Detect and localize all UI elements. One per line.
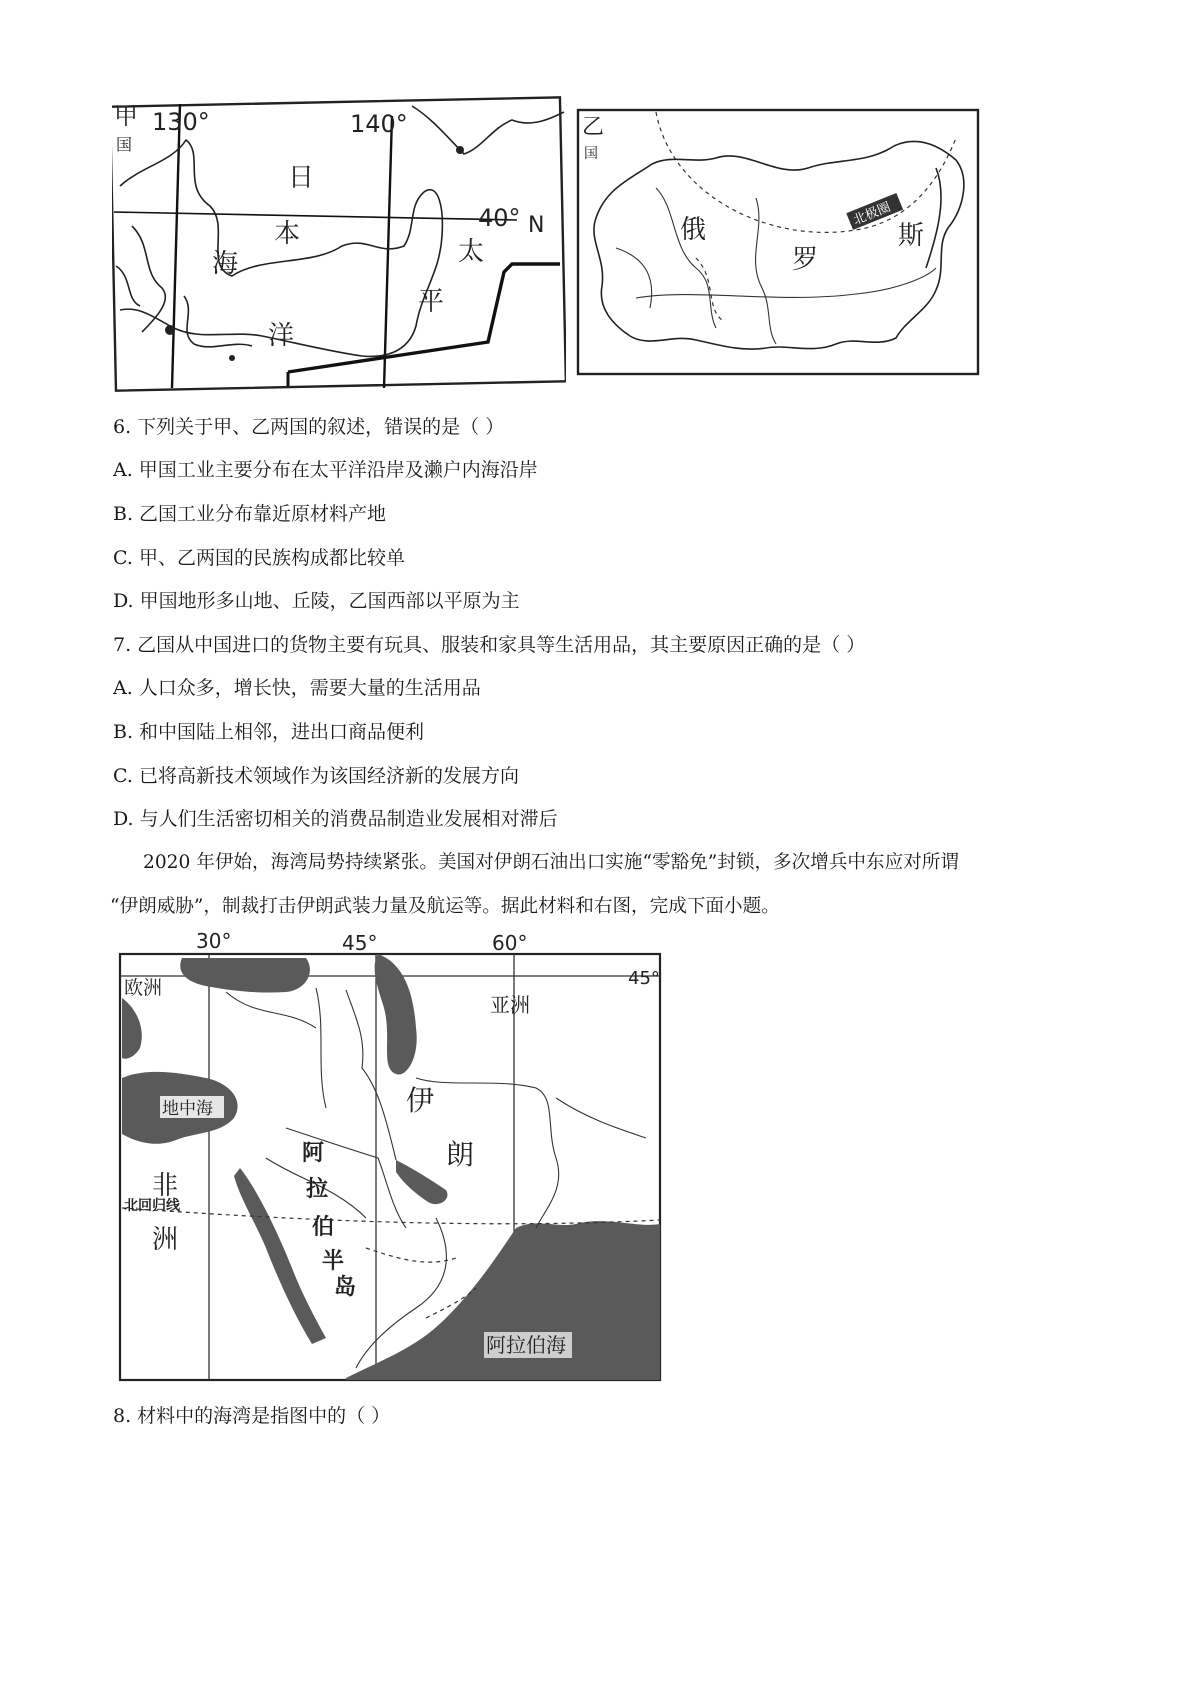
- q6-option-c: C. 甲、乙两国的民族构成都比较单: [113, 547, 405, 569]
- africa-char-1: 非: [152, 1171, 179, 1201]
- lon-140-label: 140°: [350, 110, 408, 138]
- sea-char-2: 本: [274, 219, 301, 249]
- q6-option-d: D. 甲国地形多山地、丘陵，乙国西部以平原为主: [113, 590, 520, 612]
- yi-country-char2: 国: [584, 146, 598, 162]
- arabia-char-3: 伯: [312, 1215, 335, 1240]
- lon-30-label: 30°: [196, 929, 232, 953]
- jia-country-char: 甲: [114, 102, 138, 130]
- russia-char-1: 俄: [680, 215, 707, 245]
- q7-option-d: D. 与人们生活密切相关的消费品制造业发展相对滞后: [113, 808, 558, 830]
- sea-char-1: 日: [288, 163, 315, 193]
- q7-option-b: B. 和中国陆上相邻，进出口商品便利: [113, 721, 425, 743]
- lon-45-label: 45°: [342, 931, 378, 955]
- ocean-char-1: 太: [458, 237, 485, 267]
- map-middle-east: [116, 928, 676, 1386]
- asia-label: 亚洲: [490, 993, 530, 1017]
- sea-char-3: 海: [212, 249, 239, 279]
- iran-char-2: 朗: [446, 1138, 475, 1171]
- q8-stem: 8. 材料中的海湾是指图中的（ ）: [113, 1405, 391, 1427]
- lat-40-label: 40°: [478, 204, 521, 232]
- q6-option-b: B. 乙国工业分布靠近原材料产地: [113, 503, 387, 525]
- europe-label: 欧洲: [124, 977, 163, 999]
- ocean-char-2: 平: [418, 287, 445, 317]
- lon-60-label: 60°: [492, 931, 528, 955]
- iran-char-1: 伊: [406, 1084, 435, 1117]
- q7-stem: 7. 乙国从中国进口的货物主要有玩具、服装和家具等生活用品，其主要原因正确的是（ ）: [113, 634, 866, 656]
- material-line-1: 2020 年伊始，海湾局势持续紧张。美国对伊朗石油出口实施“零豁免”封锁，多次增兵中东应对所谓: [143, 852, 959, 873]
- mediterranean-label: 地中海: [162, 1099, 213, 1119]
- tropic-label: 北回归线: [124, 1198, 180, 1214]
- q7-option-a: A. 人口众多，增长快，需要大量的生活用品: [113, 677, 481, 699]
- lat-45-label: 45°: [628, 968, 660, 989]
- arabia-char-4: 半: [322, 1249, 345, 1274]
- arabia-char-1: 阿: [302, 1141, 325, 1166]
- q6-option-a: A. 甲国工业主要分布在太平洋沿岸及濑户内海沿岸: [113, 459, 538, 481]
- arabia-char-5: 岛: [334, 1275, 357, 1300]
- north-label: N: [528, 213, 545, 238]
- russia-char-3: 斯: [898, 221, 925, 251]
- lon-130-label: 130°: [152, 108, 210, 136]
- yi-country-char: 乙: [582, 115, 605, 140]
- jia-country-char2: 国: [116, 135, 133, 154]
- q7-option-c: C. 已将高新技术领域作为该国经济新的发展方向: [113, 765, 519, 787]
- map-japan: [112, 96, 566, 394]
- material-line-2: “伊朗威胁”，制裁打击伊朗武装力量及航运等。据此材料和右图，完成下面小题。: [110, 896, 780, 917]
- q6-stem: 6. 下列关于甲、乙两国的叙述，错误的是（ ）: [113, 416, 505, 438]
- arctic-circle-label: 北极圈: [851, 199, 893, 229]
- africa-char-2: 洲: [152, 1225, 179, 1255]
- ocean-char-3: 洋: [268, 321, 295, 351]
- map-russia: [576, 108, 982, 378]
- arabian-sea-label: 阿拉伯海: [486, 1333, 566, 1357]
- russia-char-2: 罗: [792, 245, 819, 275]
- arabia-char-2: 拉: [306, 1177, 329, 1202]
